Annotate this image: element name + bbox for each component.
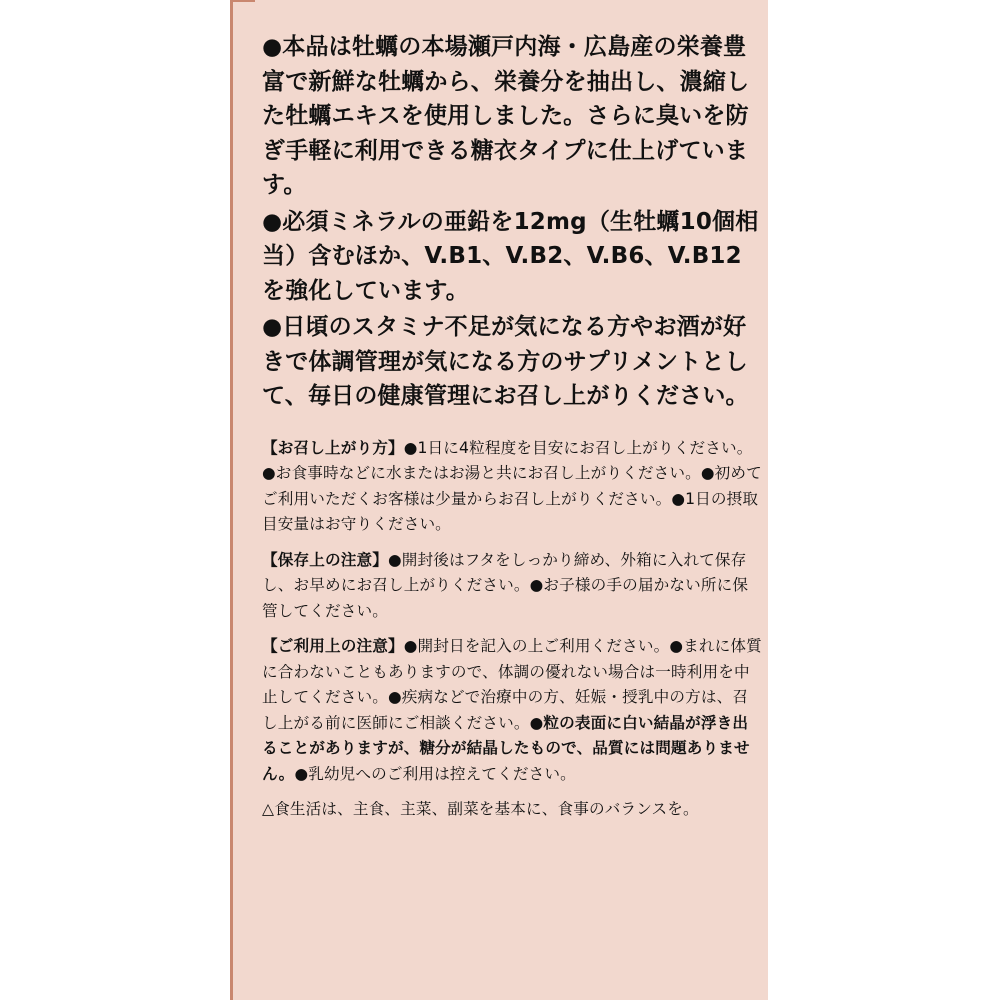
description-paragraph-2: ●必須ミネラルの亜鉛を12mg（生牡蠣10個相当）含むほか、V.B1、V.B2、V.B6、V.B12を強化しています。 — [262, 208, 759, 304]
product-description — [262, 30, 762, 414]
crystal-notice: ●粒の表面に白い結晶が浮き出ることがありますが、糖分が結晶したもので、品質には問題ありません。 — [262, 713, 750, 783]
usage-heading: 【お召し上がり方】 — [262, 438, 404, 457]
panel-corner-mark — [233, 0, 255, 2]
usage-section — [262, 436, 762, 538]
usage-text: ●1日に4粒程度を目安にお召し上がりください。●お食事時などに水またはお湯と共にお召し上がりください。●初めてご利用いただくお客様は少量からお召し上がりください。●1日の摂取目安量はお守りください。 — [262, 438, 762, 533]
description-paragraph-1: ●本品は牡蠣の本場瀬戸内海・広島産の栄養豊富で新鮮な牡蠣から、栄養分を抽出し、濃縮した牡蠣エキスを使用しました。さらに臭いを防ぎ手軽に利用できる糖衣タイプに仕上げています。 — [262, 34, 750, 198]
caution-section — [262, 634, 762, 787]
product-notes — [262, 436, 762, 823]
diet-balance-note: △食生活は、主食、主菜、副菜を基本に、食事のバランスを。 — [262, 800, 699, 818]
infant-notice: ●乳幼児へのご利用は控えてください。 — [294, 764, 576, 783]
panel-border — [230, 0, 233, 1000]
caution-text: ●開封日を記入の上ご利用ください。●まれに体質に合わないこともありますので、体調の優れない場合は一時利用を中止してください。●疾病などで治療中の方、妊娠・授乳中の方は、召し上がる前に医師にご相談ください。 — [262, 637, 762, 732]
caution-heading: 【ご利用上の注意】 — [262, 637, 404, 655]
storage-heading: 【保存上の注意】 — [262, 550, 388, 569]
storage-text: ●開封後はフタをしっかり締め、外箱に入れて保存し、お早めにお召し上がりください。●お子様の手の届かない所に保管してください。 — [262, 550, 749, 620]
storage-section — [262, 548, 762, 625]
description-paragraph-3: ●日頃のスタミナ不足が気になる方やお酒が好きで体調管理が気になる方のサプリメントとして、毎日の健康管理にお召し上がりください。 — [262, 314, 749, 409]
label-text — [262, 30, 762, 833]
